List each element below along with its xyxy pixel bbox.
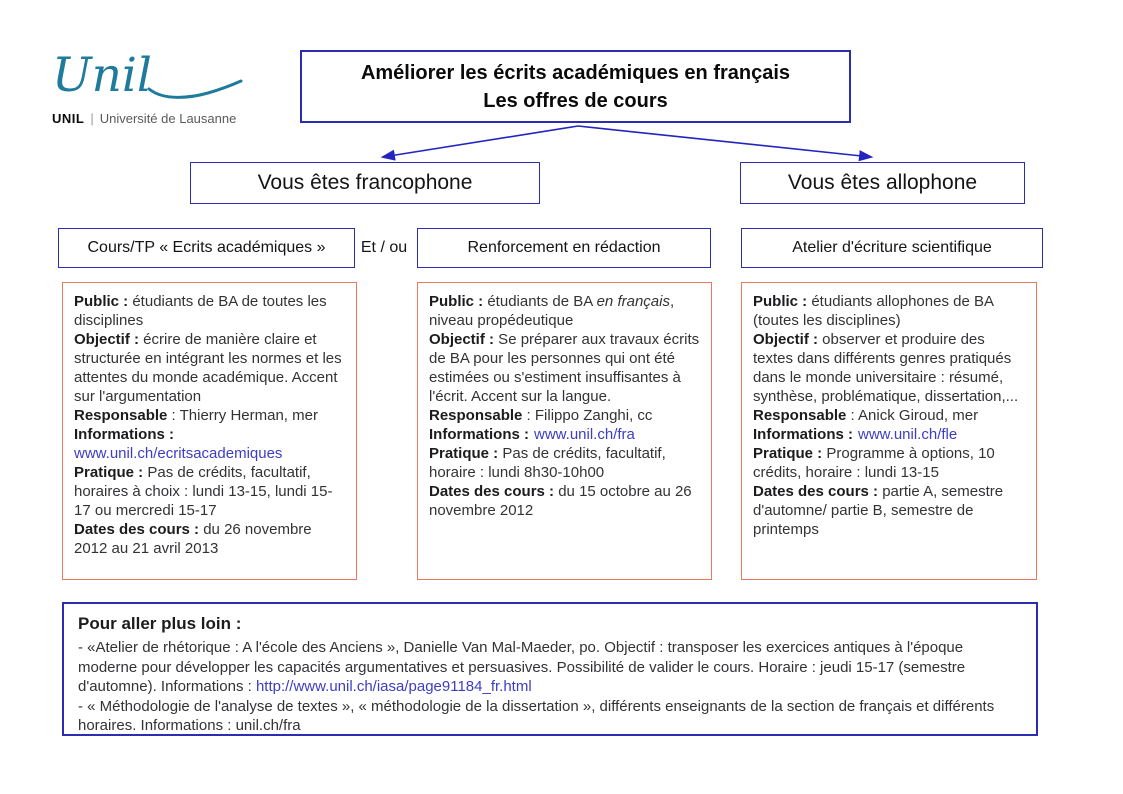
page-title-line1: Améliorer les écrits académiques en français [360,61,791,84]
field-dates [429,482,700,520]
connector-label: Et / ou [360,239,408,256]
footer-item-1-text: - «Atelier de rhétorique : A l'école des Anciens », Danielle Van Mal-Maeder, po. Objectif : transposer les exercices antiques à l'époque moderne pour développer les capacités argumentatives et persuasives. Possibilité de valider le cours. Horaire : jeudi 15-17 (semestre d'automne). Informations : [78,639,966,695]
field-label-public: Public : [753,293,808,310]
course-header-renforcement [417,228,711,268]
connector-et-ou [352,228,416,268]
field-text-responsable: : Filippo Zanghi, cc [522,407,653,424]
field-text-public-post: , niveau propédeutique [429,293,675,329]
field-text-objectif: observer et produire des textes dans différents genres pratiqués dans le monde universitaire : résumé, synthèse, problématique, dissertation,... [753,331,1019,405]
field-text-public: étudiants de BA de toutes les disciplines [74,293,327,329]
logo-separator: | [90,111,94,126]
field-responsable [429,406,700,425]
field-informations [753,425,1025,444]
footer-box-pour-aller-plus-loin [62,602,1038,736]
field-pratique [74,463,345,520]
field-responsable [753,406,1025,425]
branch-box-allophone [740,162,1025,204]
unil-logo [52,50,252,126]
field-label-dates: Dates des cours : [429,483,555,500]
field-label-objectif: Objectif : [74,331,140,348]
link-unil-fle[interactable]: www.unil.ch/fle [858,426,958,443]
field-text-dates: partie A, semestre d'automne/ partie B, semestre de printemps [753,483,1004,538]
branch-box-francophone [190,162,540,204]
field-label-dates: Dates des cours : [753,483,879,500]
course-header-label: Renforcement en rédaction [467,239,661,256]
logo-script-text: Unil [52,50,152,103]
field-label-responsable: Responsable [74,407,168,424]
field-informations [74,425,345,444]
field-public [74,292,345,330]
field-text-responsable: : Thierry Herman, mer [167,407,318,424]
field-pratique [429,444,700,482]
field-label-pratique: Pratique : [429,445,499,462]
logo-wordmark [52,111,252,126]
course-header-ecrits-academiques [58,228,355,268]
course-header-label: Cours/TP « Ecrits académiques » [87,239,326,256]
link-ecritsacademiques[interactable]: www.unil.ch/ecritsacademiques [74,445,283,462]
field-informations [429,425,700,444]
field-objectif [74,330,345,406]
field-label-pratique: Pratique : [74,464,144,481]
field-label-informations: Informations : [74,426,174,443]
field-text-responsable: : Anick Giroud, mer [846,407,979,424]
title-box [300,50,851,123]
field-text-public-pre: étudiants de BA [483,293,597,310]
field-label-objectif: Objectif : [753,331,819,348]
logo-swoosh [149,81,241,97]
field-objectif [753,330,1025,406]
course-card-renforcement [417,282,712,580]
field-text-public-italic: en français [596,293,670,310]
field-dates [74,520,345,558]
field-text-objectif: Se préparer aux travaux écrits de BA pour les personnes qui ont été estimées ou s'estiment insuffisantes à l'écrit. Accent sur la langue. [429,331,700,405]
logo-acronym: UNIL [52,111,85,126]
page-title-line2: Les offres de cours [483,89,668,112]
course-header-atelier [741,228,1043,268]
course-card-ecrits-academiques [62,282,357,580]
unil-logo-script-icon [52,50,244,104]
field-text-dates: du 15 octobre au 26 novembre 2012 [429,483,692,519]
branch-label-allophone: Vous êtes allophone [787,171,978,194]
link-iasa-page[interactable]: http://www.unil.ch/iasa/page91184_fr.html [255,678,532,695]
field-label-pratique: Pratique : [753,445,823,462]
field-dates [753,482,1025,539]
field-label-responsable: Responsable [753,407,847,424]
field-label-objectif: Objectif : [429,331,495,348]
field-label-informations: Informations : [753,426,853,443]
footer-title: Pour aller plus loin : [78,614,242,633]
field-public [753,292,1025,330]
field-text-dates: du 26 novembre 2012 au 21 avril 2013 [74,521,312,557]
footer-item-2: - « Méthodologie de l'analyse de textes », « méthodologie de la dissertation », différents enseignants de la section de français et différents horaires. Informations : unil.ch/fra [78,697,995,734]
field-objectif [429,330,700,406]
link-unil-fra[interactable]: www.unil.ch/fra [534,426,635,443]
field-label-informations: Informations : [429,426,529,443]
branch-label-francophone: Vous êtes francophone [257,171,473,194]
field-text-pratique: Pas de crédits, facultatif, horaires à choix : lundi 13-15, lundi 15-17 ou mercredi 15-17 [74,464,333,519]
field-informations-link [74,444,345,463]
arrow-left-icon [383,126,578,157]
arrow-right-icon [578,126,871,157]
field-responsable [74,406,345,425]
field-text-pratique: Programme à options, 10 crédits, horaire : lundi 13-15 [753,445,995,481]
field-label-public: Public : [429,293,484,310]
field-text-pratique: Pas de crédits, facultatif, horaire : lundi 8h30-10h00 [429,445,666,481]
logo-university-name: Université de Lausanne [99,111,237,126]
field-label-responsable: Responsable [429,407,523,424]
field-text-public: étudiants allophones de BA (toutes les disciplines) [753,293,994,329]
field-public [429,292,700,330]
field-label-dates: Dates des cours : [74,521,200,538]
field-label-public: Public : [74,293,129,310]
course-card-atelier [741,282,1037,580]
footer-item-1 [78,638,1022,697]
field-pratique [753,444,1025,482]
field-text-objectif: écrire de manière claire et structurée en intégrant les normes et les attentes du monde académique. Accent sur l'argumentation [74,331,342,405]
course-header-label: Atelier d'écriture scientifique [792,239,992,256]
